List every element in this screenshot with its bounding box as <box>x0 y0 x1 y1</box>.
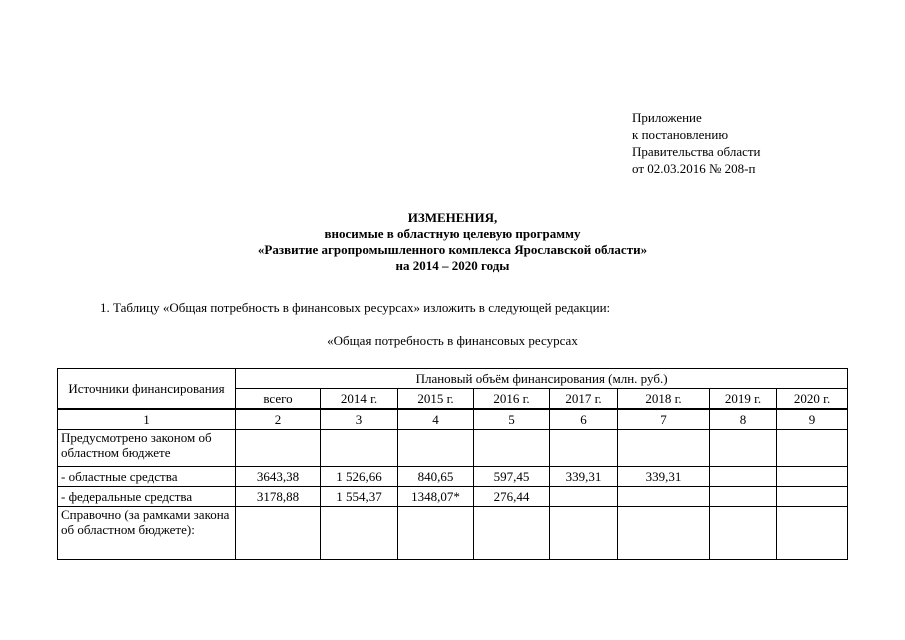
value-cell: 3178,88 <box>236 487 321 507</box>
value-cell <box>550 507 618 560</box>
planned-header: Плановый объём финансирования (млн. руб.) <box>236 369 848 389</box>
value-cell: 339,31 <box>550 467 618 487</box>
value-cell: 1348,07* <box>398 487 474 507</box>
value-cell <box>777 430 848 467</box>
subheader-cell: 2017 г. <box>550 389 618 409</box>
subheader-cell: 2015 г. <box>398 389 474 409</box>
subheader-cell: 2020 г. <box>777 389 848 409</box>
appendix-line-1: Приложение <box>632 110 702 125</box>
value-cell <box>710 487 777 507</box>
amendment-paragraph: 1. Таблицу «Общая потребность в финансовых ресурсах» изложить в следующей редакции: <box>100 300 611 315</box>
row-label: Справочно (за рамками закона об областном бюджете): <box>58 507 236 560</box>
document-title <box>0 210 905 274</box>
column-number-cell: 5 <box>474 410 550 430</box>
row-label: - федеральные средства <box>58 487 236 507</box>
value-cell <box>474 430 550 467</box>
value-cell <box>236 507 321 560</box>
title-line-4: на 2014 – 2020 годы <box>395 258 510 273</box>
value-cell <box>618 430 710 467</box>
title-line-3: «Развитие агропромышленного комплекса Ярославской области» <box>257 242 648 257</box>
table-row <box>58 467 848 487</box>
value-cell: 1 526,66 <box>321 467 398 487</box>
column-number-row <box>58 410 848 430</box>
financing-table <box>57 368 848 560</box>
subheader-cell: 2014 г. <box>321 389 398 409</box>
value-cell <box>398 430 474 467</box>
value-cell <box>398 507 474 560</box>
column-number-cell: 8 <box>710 410 777 430</box>
column-number-cell: 2 <box>236 410 321 430</box>
table-row <box>58 430 848 467</box>
value-cell <box>777 487 848 507</box>
source-header: Источники финансирования <box>58 369 236 409</box>
value-cell <box>777 507 848 560</box>
value-cell: 3643,38 <box>236 467 321 487</box>
appendix-line-4: от 02.03.2016 № 208-п <box>632 161 756 176</box>
appendix-line-2: к постановлению <box>632 127 729 142</box>
value-cell <box>474 507 550 560</box>
value-cell <box>710 430 777 467</box>
column-number-cell: 7 <box>618 410 710 430</box>
header-row-1 <box>58 369 848 389</box>
subheader-cell: 2019 г. <box>710 389 777 409</box>
value-cell: 597,45 <box>474 467 550 487</box>
column-number-cell: 1 <box>58 410 236 430</box>
value-cell <box>321 507 398 560</box>
value-cell <box>618 487 710 507</box>
title-line-1: ИЗМЕНЕНИЯ, <box>407 210 498 225</box>
row-label: - областные средства <box>58 467 236 487</box>
row-label: Предусмотрено законом об областном бюджете <box>58 430 236 467</box>
value-cell: 1 554,37 <box>321 487 398 507</box>
value-cell <box>550 487 618 507</box>
value-cell: 840,65 <box>398 467 474 487</box>
subheader-cell: 2018 г. <box>618 389 710 409</box>
value-cell <box>777 467 848 487</box>
value-cell: 276,44 <box>474 487 550 507</box>
table-caption: «Общая потребность в финансовых ресурсах <box>327 333 578 348</box>
value-cell <box>710 507 777 560</box>
column-number-cell: 4 <box>398 410 474 430</box>
value-cell: 339,31 <box>618 467 710 487</box>
value-cell <box>321 430 398 467</box>
column-number-cell: 6 <box>550 410 618 430</box>
subheader-cell: 2016 г. <box>474 389 550 409</box>
value-cell <box>710 467 777 487</box>
appendix-line-3: Правительства области <box>632 144 761 159</box>
table-row <box>58 487 848 507</box>
title-line-2: вносимые в областную целевую программу <box>324 226 581 241</box>
subheader-cell: всего <box>236 389 321 409</box>
column-number-cell: 9 <box>777 410 848 430</box>
value-cell <box>550 430 618 467</box>
value-cell <box>236 430 321 467</box>
table-row <box>58 507 848 560</box>
appendix-block <box>632 109 761 177</box>
column-number-cell: 3 <box>321 410 398 430</box>
value-cell <box>618 507 710 560</box>
